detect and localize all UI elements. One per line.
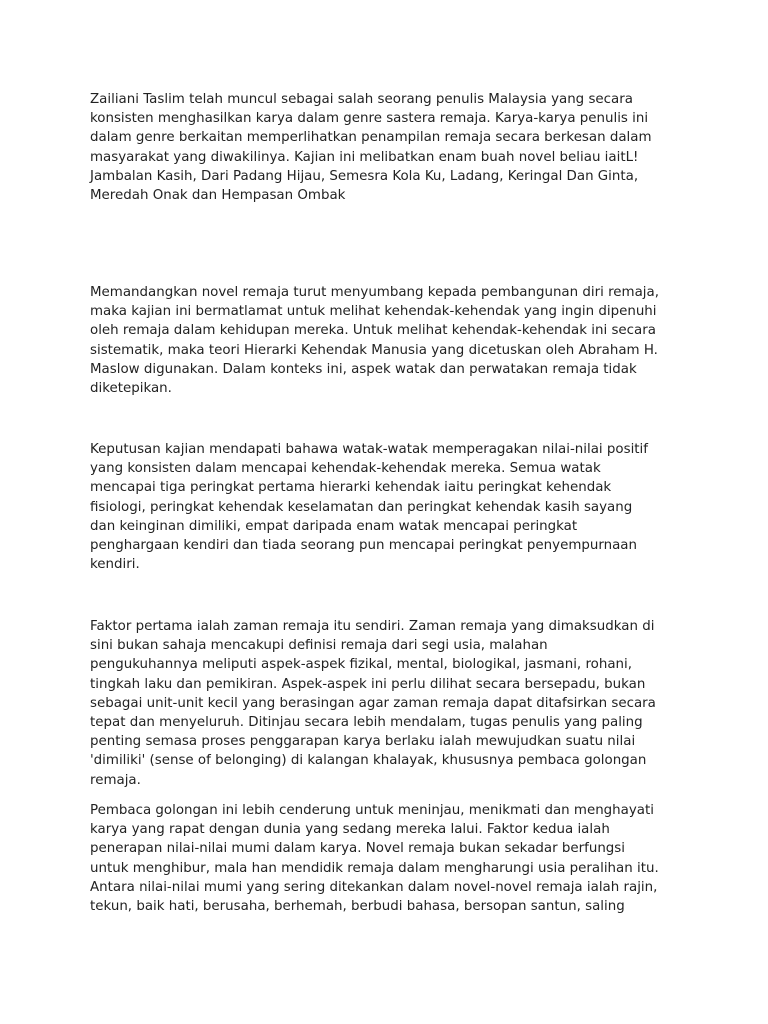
paragraph-1-line-6: Meredah Onak dan Hempasan Ombak (90, 187, 346, 203)
paragraph-1-line-3: dalam genre berkaitan memperlihatkan penampilan remaja secara berkesan dalam (90, 130, 652, 146)
paragraph-3-line-7: kendiri. (90, 557, 140, 573)
paragraph-5-line-6: tekun, baik hati, berusaha, berhemah, berbudi bahasa, bersopan santun, saling (90, 898, 625, 914)
paragraph-5-line-2: karya yang rapat dengan dunia yang sedang mereka lalui. Faktor kedua ialah (90, 822, 610, 838)
paragraph-2 (90, 283, 690, 398)
paragraph-4-line-8: 'dimiliki' (sense of belonging) di kalangan khalayak, khususnya pembaca golongan (90, 753, 647, 769)
paragraph-2-line-4: sistematik, maka teori Hierarki Kehendak Manusia yang dicetuskan oleh Abraham H. (90, 342, 658, 358)
paragraph-5-line-5: Antara nilai-nilai mumi yang sering ditekankan dalam novel-novel remaja ialah rajin, (90, 879, 658, 895)
paragraph-2-line-6: diketepikan. (90, 380, 172, 396)
paragraph-3-line-5: dan keinginan dimiliki, empat daripada enam watak mencapai peringkat (90, 518, 578, 534)
paragraph-1-line-5: Jambalan Kasih, Dari Padang Hijau, Semesra Kola Ku, Ladang, Keringal Dan Ginta, (90, 168, 639, 184)
paragraph-1-line-1: Zailiani Taslim telah muncul sebagai salah seorang penulis Malaysia yang secara (90, 92, 633, 107)
paragraph-4 (90, 617, 690, 790)
paragraph-3 (90, 440, 690, 574)
paragraph-5-line-1: Pembaca golongan ini lebih cenderung untuk meninjau, menikmati dan menghayati (90, 803, 654, 818)
paragraph-5-line-4: untuk menghibur, mala han mendidik remaja dalam mengharungi usia peralihan itu. (90, 860, 659, 876)
paragraph-1 (90, 90, 690, 205)
paragraph-4-line-6: tepat dan menyeluruh. Ditinjau secara lebih mendalam, tugas penulis yang paling (90, 714, 643, 730)
paragraph-4-line-9: remaja. (90, 772, 141, 788)
paragraph-4-line-2: sini bukan sahaja mencakupi definisi remaja dari segi usia, malahan (90, 638, 548, 654)
paragraph-1-line-2: konsisten menghasilkan karya dalam genre sastera remaja. Karya-karya penulis ini (90, 111, 649, 127)
paragraph-4-line-5: sebagai unit-unit kecil yang berasingan agar zaman remaja dapat ditafsirkan secara (90, 695, 656, 711)
paragraph-4-line-7: penting semasa proses penggarapan karya berlaku ialah mewujudkan suatu nilai (90, 734, 636, 750)
paragraph-5 (90, 801, 690, 916)
paragraph-2-line-2: maka kajian ini bermatlamat untuk melihat kehendak-kehendak yang ingin dipenuhi (90, 304, 657, 320)
paragraph-4-line-1: Faktor pertama ialah zaman remaja itu sendiri. Zaman remaja yang dimaksudkan di (90, 619, 655, 634)
paragraph-3-line-2: yang konsisten dalam mencapai kehendak-kehendak mereka. Semua watak (90, 461, 601, 477)
paragraph-5-line-3: penerapan nilai-nilai mumi dalam karya. Novel remaja bukan sekadar berfungsi (90, 841, 625, 857)
paragraph-4-line-4: tingkah laku dan pemikiran. Aspek-aspek ini perlu dilihat secara bersepadu, bukan (90, 676, 646, 692)
paragraph-4-line-3: pengukuhannya meliputi aspek-aspek fizikal, mental, biologikal, jasmani, rohani, (90, 657, 633, 673)
paragraph-3-line-1: Keputusan kajian mendapati bahawa watak-watak memperagakan nilai-nilai positif (90, 442, 648, 457)
paragraph-3-line-3: mencapai tiga peringkat pertama hierarki kehendak iaitu peringkat kehendak (90, 480, 612, 496)
paragraph-2-line-5: Maslow digunakan. Dalam konteks ini, aspek watak dan perwatakan remaja tidak (90, 361, 637, 377)
paragraph-3-line-6: penghargaan kendiri dan tiada seorang pun mencapai peringkat penyempurnaan (90, 537, 638, 553)
paragraph-3-line-4: fisiologi, peringkat kehendak keselamatan dan peringkat kehendak kasih sayang (90, 499, 633, 515)
paragraph-2-line-1: Memandangkan novel remaja turut menyumbang kepada pembangunan diri remaja, (90, 285, 659, 300)
paragraph-2-line-3: oleh remaja dalam kehidupan mereka. Untuk melihat kehendak-kehendak ini secara (90, 323, 656, 339)
paragraph-1-line-4: masyarakat yang diwakilinya. Kajian ini melibatkan enam buah novel beliau iaitL! (90, 149, 639, 165)
